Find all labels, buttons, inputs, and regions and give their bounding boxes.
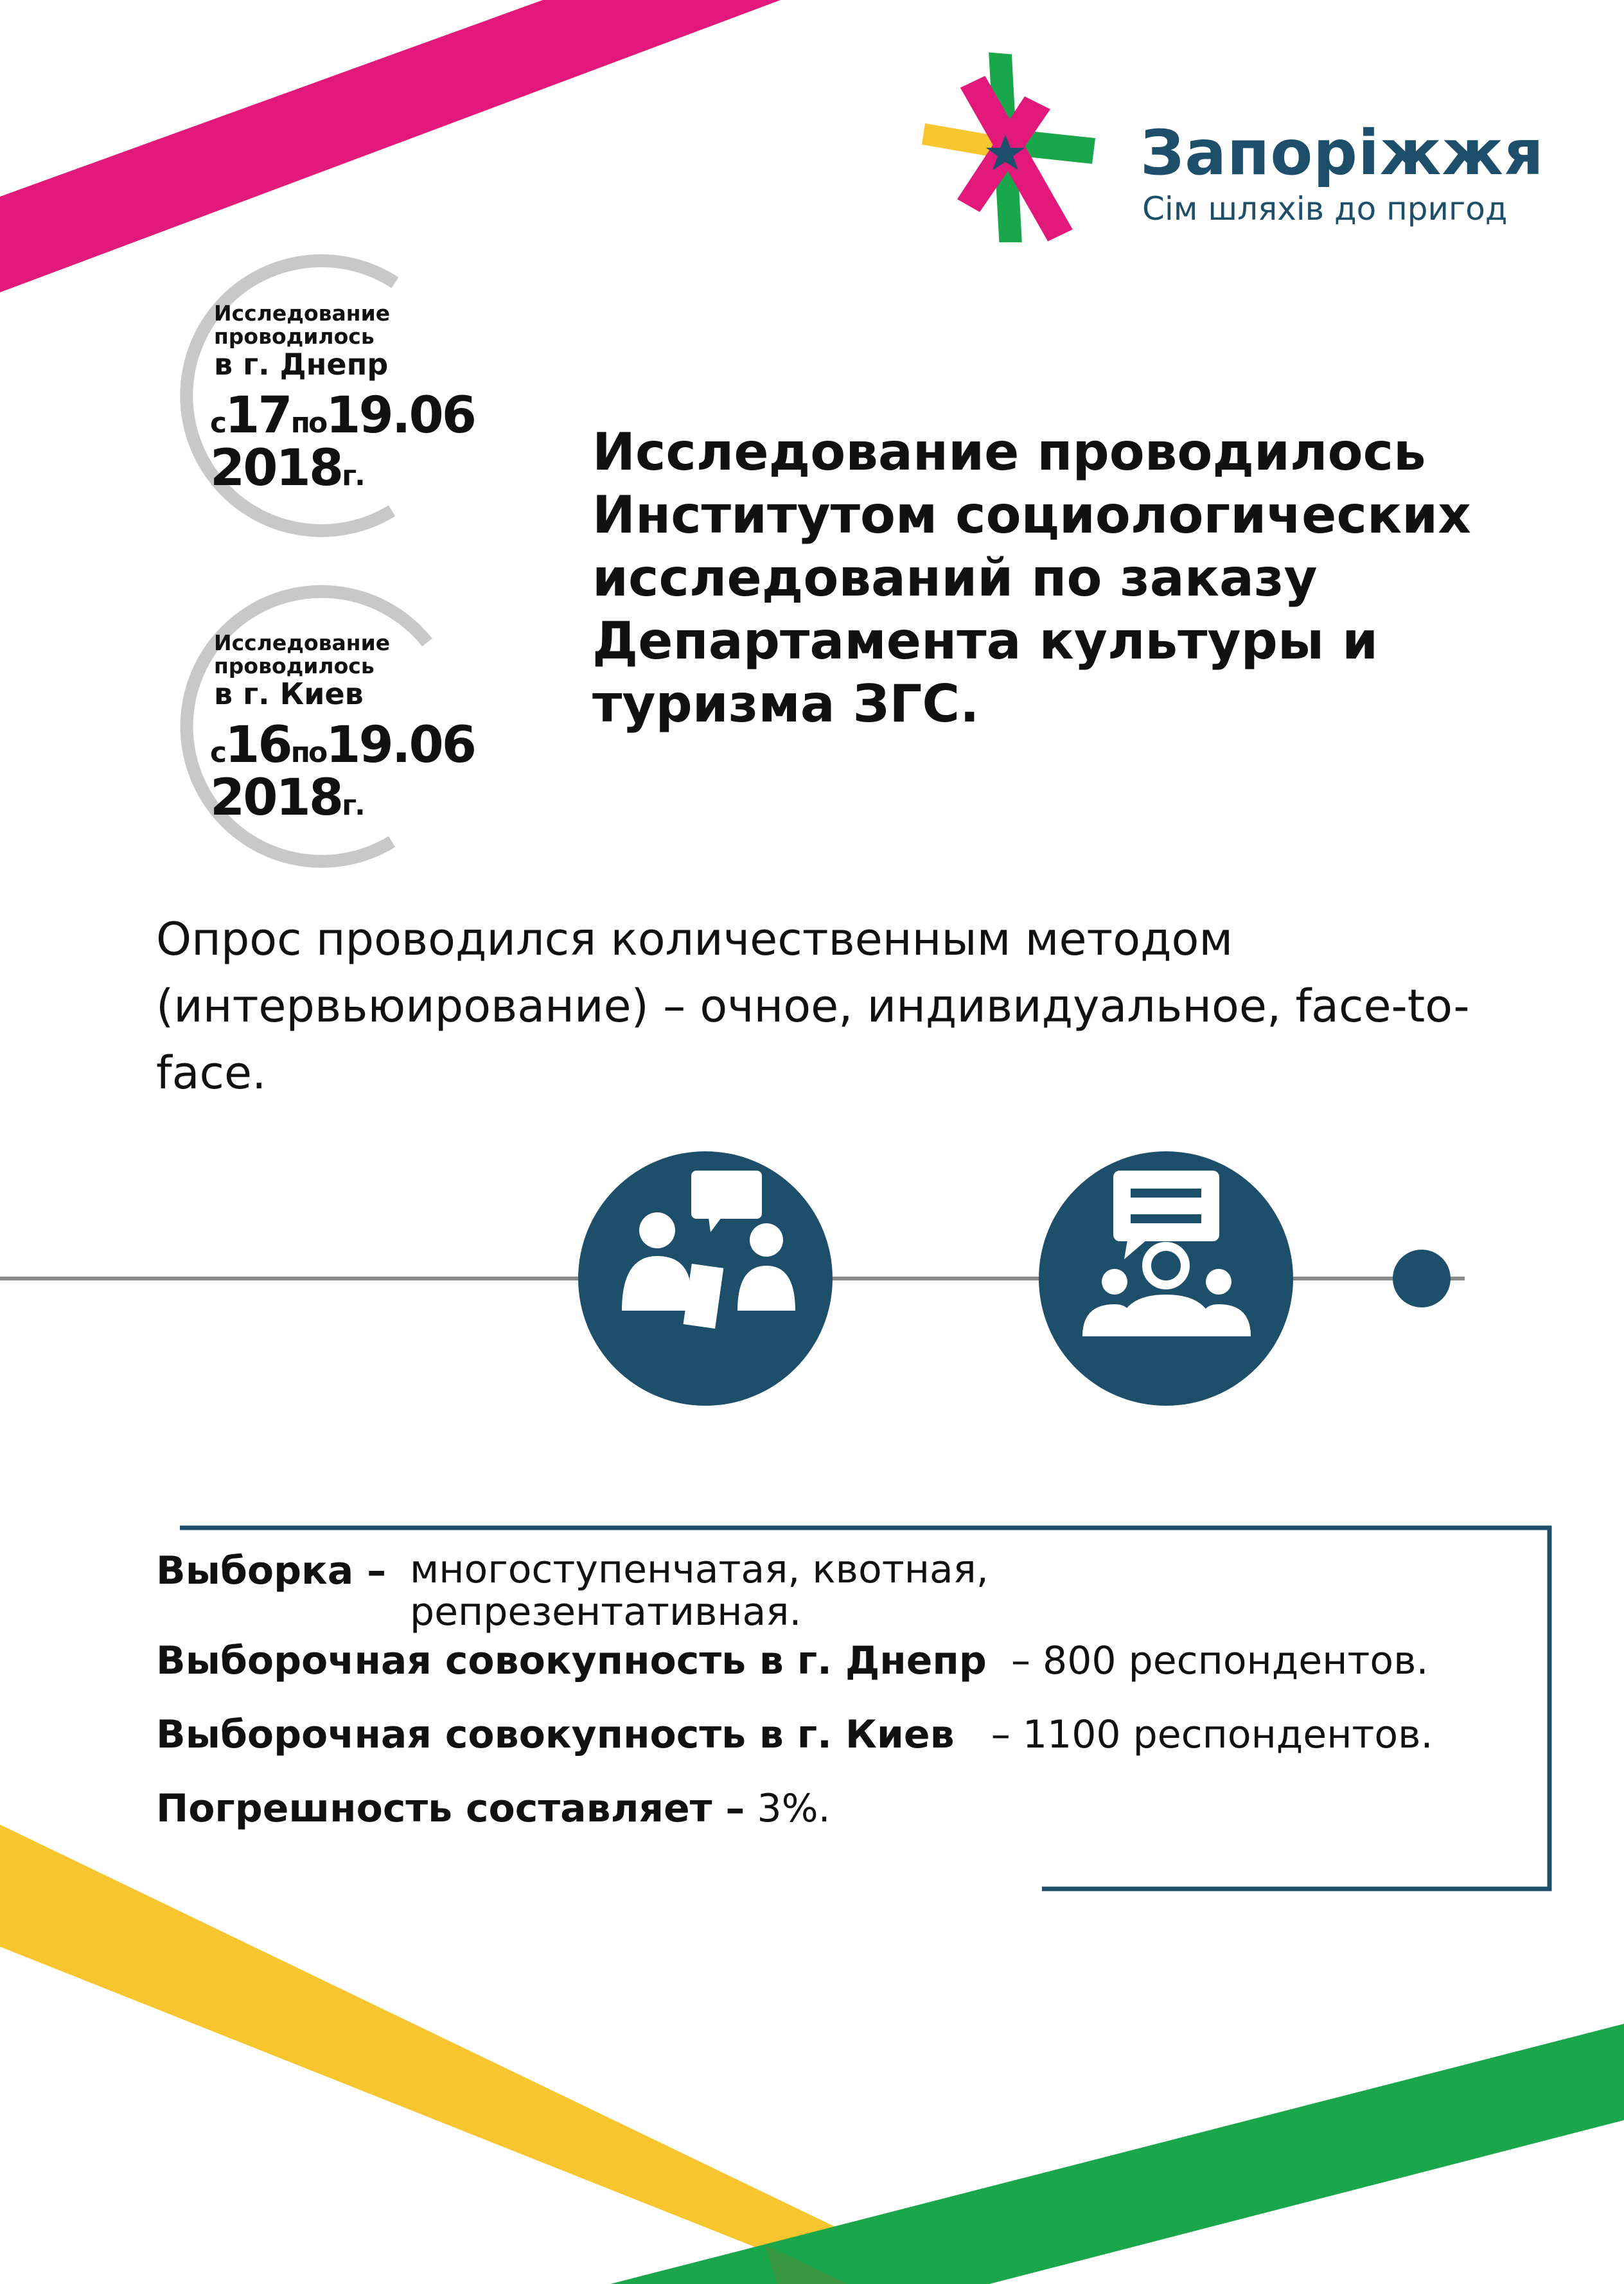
date-badge-dnepr [157,265,491,541]
error-label: Погрешность составляет – [156,1786,745,1831]
badge-year-suffix: г. [342,459,364,492]
logo-title: Запоріжжя [1140,117,1544,189]
dnepr-value: – 800 респондентов. [1011,1638,1429,1683]
badge-line2: проводилось [214,324,375,349]
sample-row [156,1548,1537,1638]
badge-year: 2018 [210,439,342,497]
logo-subtitle: Сім шляхів до пригод [1142,190,1508,227]
badge-year: 2018 [210,769,342,827]
badge-from-prefix: с [210,407,225,439]
timeline-end-dot [1393,1250,1451,1307]
badge-from: 16 [225,716,291,774]
badge-from-prefix: с [210,736,225,769]
badge-year-suffix: г. [342,789,364,822]
yellow-stripe [0,1825,989,2284]
group-discussion-icon [1037,1150,1294,1407]
star-burst-logo-icon [896,51,1108,263]
dnepr-row [156,1638,1537,1712]
facts-block [156,1548,1537,1860]
date-badge-kiev [157,594,491,871]
badge-from: 17 [225,387,291,445]
interview-icon [577,1150,834,1407]
badge-mid: по [290,736,326,769]
method-paragraph: Опрос проводился количественным методом (интервьюирование) – очное, индивидуальное, face-to-face. [156,913,1470,1099]
kiev-value: – 1100 респондентов. [991,1712,1433,1757]
badge-to: 19.06 [326,716,475,774]
kiev-label: Выборочная совокупность в г. Киев [156,1712,955,1757]
badge-city: в г. Днепр [214,347,389,382]
sample-value: многоступенчатая, квотная, репрезентативная. [410,1547,989,1634]
badge-mid: по [290,407,326,439]
badge-line1: Исследование [214,301,391,326]
badge-line1: Исследование [214,630,391,655]
magenta-stripe [0,0,781,292]
kiev-row [156,1712,1537,1786]
error-value: 3%. [757,1786,831,1831]
badge-line2: проводилось [214,653,375,678]
badge-to: 19.06 [326,387,475,445]
error-row [156,1786,1537,1860]
headline: Исследование проводилось Институтом социологических исследований по заказу Департамента культуры и туризма ЗГС. [592,422,1471,734]
badge-city: в г. Киев [214,677,364,711]
sample-label: Выборка – [156,1548,387,1593]
dnepr-label: Выборочная совокупность в г. Днепр [156,1638,987,1683]
